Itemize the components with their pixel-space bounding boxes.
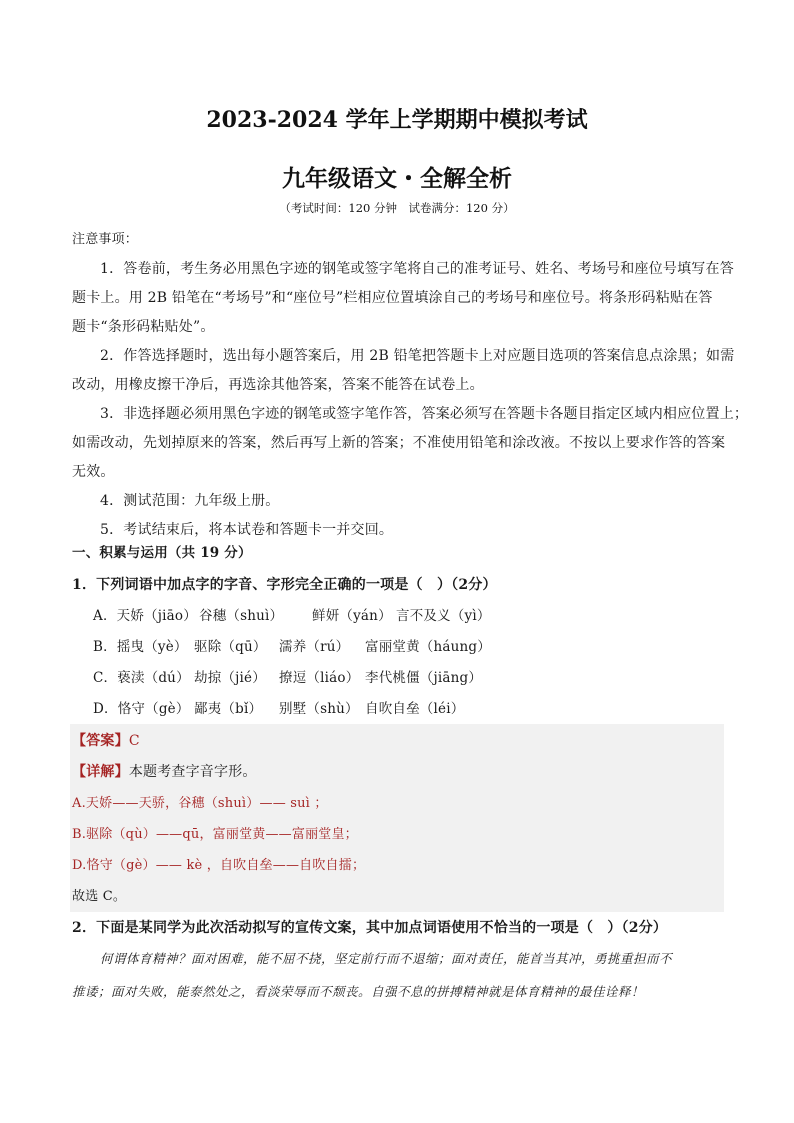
notes-line: 无效。	[72, 464, 115, 480]
option-c-word-2: 劫掠（jié）	[194, 670, 266, 686]
option-a-word-2: 谷穗（shuì）	[199, 608, 284, 624]
option-d	[93, 699, 745, 719]
option-b	[93, 637, 745, 657]
answer-line	[72, 731, 724, 751]
option-c-word-4: 李代桃僵（jiāng）	[365, 670, 483, 686]
option-c-word-3: 撩逗（liáo）	[279, 670, 360, 686]
exam-title: 2023-2024 学年上学期期中模拟考试	[206, 107, 588, 133]
answer-value: C	[128, 733, 140, 749]
option-a-word-1: A．天娇（jiāo）	[93, 608, 197, 624]
exam-info: （考试时间：120 分钟 试卷满分：120 分）	[279, 201, 515, 215]
option-d-word-3: 别墅（shù）	[279, 701, 359, 717]
option-d-word-1: D．恪守（gè）	[93, 701, 190, 717]
detail-line	[72, 762, 724, 782]
notes-line: 4．测试范围：九年级上册。	[100, 493, 280, 509]
question-1-stem: 1．下列词语中加点字的字音、字形完全正确的一项是（ ）（2分）	[72, 577, 497, 593]
conclusion-line: 故选 C。	[72, 889, 127, 904]
analysis-line: D.恪守（gè）—— kè ，自吹自垒——自吹自擂；	[72, 858, 366, 873]
option-a-word-4: 言不及义（yì）	[396, 608, 491, 624]
notes-line: 2．作答选择题时，选出每小题答案后，用 2B 铅笔把答题卡上对应题目选项的答案信息点涂黑；如需	[100, 348, 735, 364]
option-c-word-1: C．亵渎（dú）	[93, 670, 190, 686]
option-b-word-3: 濡养（rú）	[279, 639, 350, 655]
question-2-stem: 2．下面是某同学为此次活动拟写的宣传文案，其中加点词语使用不恰当的一项是（ ）（2分）	[72, 920, 668, 936]
notes-line: 题卡“条形码粘贴处”。	[72, 319, 215, 335]
analysis-line: B.驱除（qù）——qū，富丽堂黄——富丽堂皇；	[72, 827, 358, 842]
answer-block	[70, 724, 724, 912]
notes-line: 如需改动，先划掉原来的答案，然后再写上新的答案；不准使用铅笔和涂改液。不按以上要求作答的答案	[72, 435, 726, 451]
exam-subtitle: 九年级语文・全解全析	[282, 165, 512, 192]
notes-heading: 注意事项：	[72, 232, 139, 247]
notes-line: 改动，用橡皮擦干净后，再选涂其他答案，答案不能答在试卷上。	[72, 377, 484, 393]
option-b-word-2: 驱除（qū）	[194, 639, 267, 655]
option-d-word-4: 自吹自垒（léi）	[365, 701, 465, 717]
detail-text: 本题考查字音字形。	[128, 764, 257, 780]
notes-line: 1．答卷前，考生务必用黑色字迹的钢笔或签字笔将自己的准考证号、姓名、考场号和座位号填写在答	[100, 261, 734, 277]
option-a	[93, 606, 745, 626]
passage-line: 推诿；面对失败，能泰然处之，看淡荣辱而不颓丧。自强不息的拼搏精神就是体育精神的最佳诠释！	[72, 984, 645, 999]
option-a-word-3: 鲜妍（yán）	[312, 608, 392, 624]
notes-line: 3．非选择题必须用黑色字迹的钢笔或签字笔作答，答案必须写在答题卡各题目指定区域内相应位置上；	[100, 406, 749, 422]
passage-line: 何谓体育精神？面对困难，能不屈不挠，坚定前行而不退缩；面对责任，能首当其冲，勇挑重担而不	[100, 951, 673, 966]
option-b-word-1: B．摇曳（yè）	[93, 639, 188, 655]
answer-label: 【答案】	[72, 733, 129, 749]
option-c	[93, 668, 745, 688]
option-d-word-2: 鄙夷（bǐ）	[194, 701, 263, 717]
option-b-word-4: 富丽堂黄（háung）	[365, 639, 491, 655]
analysis-line: A.天娇——天骄，谷穗（shuì）—— suì ；	[72, 796, 328, 811]
detail-label: 【详解】	[72, 764, 129, 780]
notes-line: 题卡上。用 2B 铅笔在“考场号”和“座位号”栏相应位置填涂自己的考场号和座位号。将条形码粘贴在答	[72, 290, 713, 306]
notes-line: 5．考试结束后，将本试卷和答题卡一并交回。	[100, 522, 394, 538]
section-heading: 一、积累与运用（共 19 分）	[72, 545, 252, 561]
